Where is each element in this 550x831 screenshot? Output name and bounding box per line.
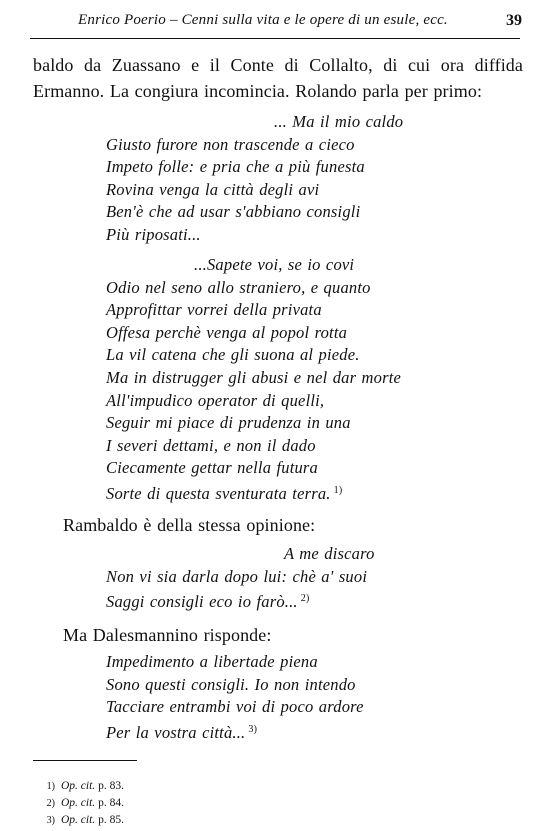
footnote-page: p. 85. <box>98 814 124 826</box>
running-header <box>78 12 522 34</box>
footnote-divider <box>33 760 137 761</box>
running-title: Enrico Poerio – Cenni sulla vita e le opere di un esule, ecc. <box>78 12 448 28</box>
paragraph-dalesmannino-text: Ma Dalesmannino risponde: <box>63 625 272 645</box>
verse-line: Ma in distrugger gli abusi e nel dar morte <box>106 367 402 387</box>
verse-line: Tacciare entrambi voi di poco ardore <box>106 697 364 717</box>
verse-line: ...Sapete voi, se io covi <box>194 255 355 274</box>
verse-line <box>106 588 375 614</box>
footnote-page: p. 83. <box>98 780 124 792</box>
footnote-reference-3: 3) <box>248 723 258 735</box>
footnote-source: Op. cit. <box>61 797 96 809</box>
intro-paragraph <box>33 52 523 104</box>
verse-block-rolando-2 <box>106 254 401 506</box>
verse-line: Sono questi consigli. Io non intendo <box>106 674 356 694</box>
paragraph-rambaldo <box>33 512 315 538</box>
paragraph-rambaldo-text: Rambaldo è della stessa opinione: <box>63 515 316 535</box>
verse-line: Più riposati... <box>106 224 201 244</box>
verse-line: I severi dettami, e non il dado <box>106 435 316 455</box>
footnote-reference-2: 2) <box>300 593 310 605</box>
verse-line: La vil catena che gli suona al piede. <box>106 345 360 365</box>
footnote-source: Op. cit. <box>61 814 96 826</box>
intro-line-2: Ermanno. La congiura incomincia. Rolando parla per primo: <box>33 81 483 101</box>
footnote-marker: 3) <box>46 815 55 826</box>
verse-line: A me discaro <box>284 544 375 563</box>
verse-line <box>106 480 401 506</box>
footnote-marker: 2) <box>46 798 55 809</box>
paragraph-dalesmannino <box>33 622 271 648</box>
verse-line: Seguir mi piace di prudenza in una <box>106 413 351 433</box>
footnote-reference-1: 1) <box>333 484 343 496</box>
verse-line: Approfittar vorrei della privata <box>106 300 322 320</box>
verse-line: Impedimento a libertade piena <box>106 652 318 671</box>
verse-line: Rovina venga la città degli avi <box>106 179 320 199</box>
footnote-page: p. 84. <box>98 797 124 809</box>
verse-line: Ciecamente gettar nella futura <box>106 458 319 478</box>
footnotes <box>33 778 124 829</box>
verse-block-dalesmannino <box>106 651 364 744</box>
verse-line: ... Ma il mio caldo <box>274 112 404 131</box>
footnote-source: Op. cit. <box>61 780 96 792</box>
verse-block-rolando-1 <box>106 111 403 247</box>
footnote-3 <box>33 812 124 829</box>
footnote-2 <box>33 795 124 812</box>
verse-line-text: Sorte di questa sventurata terra. <box>106 483 331 503</box>
verse-line: Non vi sia darla dopo lui: chè a' suoi <box>106 566 368 586</box>
header-divider <box>30 38 520 39</box>
intro-line-1: baldo da Zuassano e il Conte di Collalto, di cui ora diffida <box>33 55 523 75</box>
footnote-1 <box>33 778 124 795</box>
verse-line <box>106 719 364 745</box>
verse-line: Offesa perchè venga al popol rotta <box>106 322 348 342</box>
footnote-marker: 1) <box>46 781 55 792</box>
verse-line: Ben'è che ad usar s'abbiano consigli <box>106 202 361 222</box>
verse-block-rambaldo <box>106 543 375 614</box>
verse-line: Giusto furore non trascende a cieco <box>106 134 355 154</box>
page-number: 39 <box>506 12 522 29</box>
verse-line-text: Per la vostra città... <box>106 722 246 742</box>
verse-line: Impeto folle: e pria che a più funesta <box>106 157 365 177</box>
verse-line: All'impudico operator di quelli, <box>106 390 325 410</box>
verse-line: Odio nel seno allo straniero, e quanto <box>106 277 371 297</box>
verse-line-text: Saggi consigli eco io farò... <box>106 592 298 612</box>
